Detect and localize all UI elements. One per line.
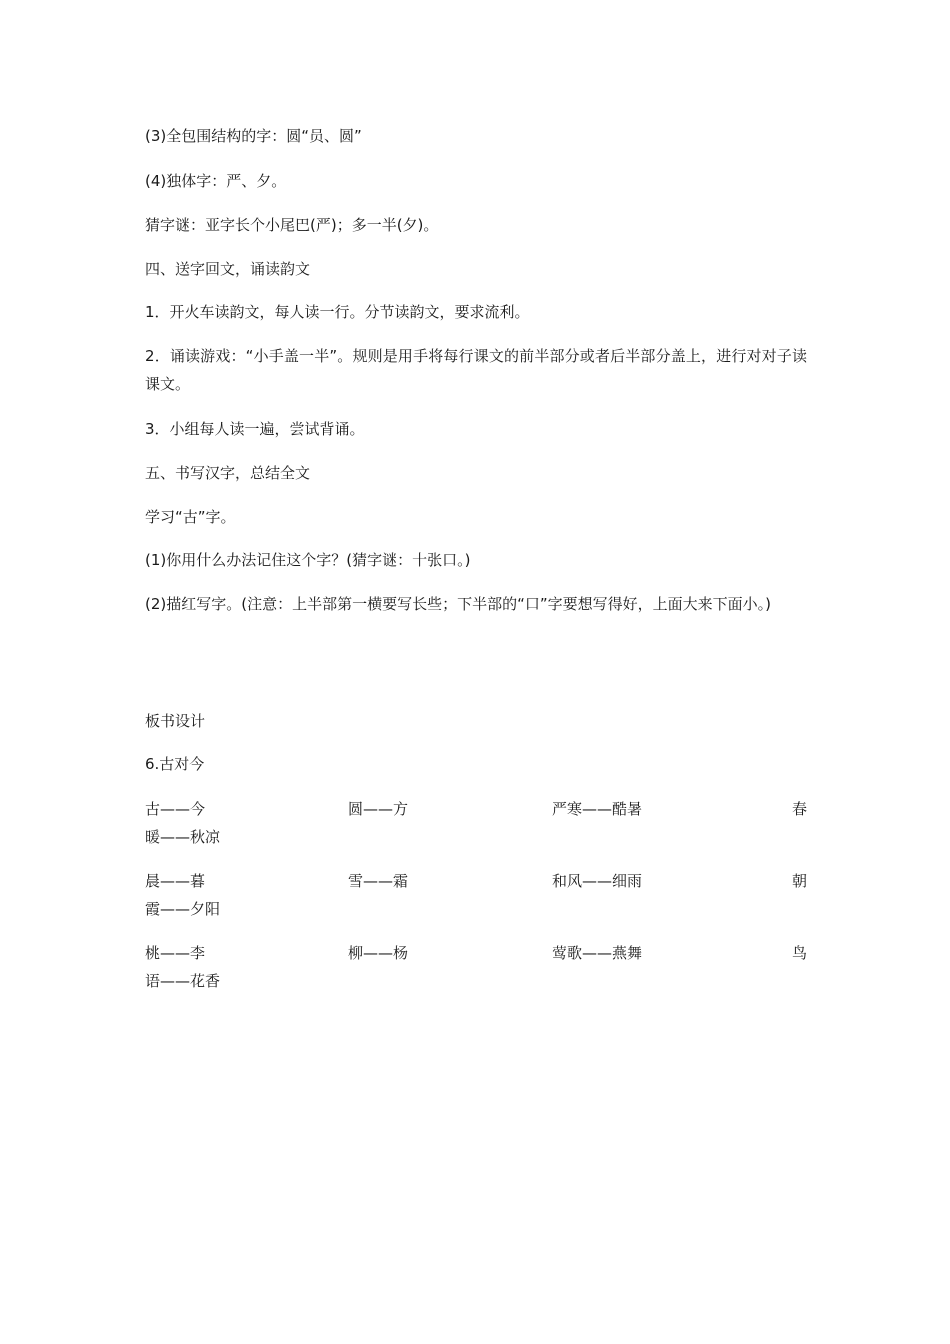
- section-heading-5: 五、书写汉字，总结全文: [145, 464, 311, 482]
- paragraph-learn-char: 学习“古”字。: [145, 508, 236, 526]
- pair-1: 晨——暮: [145, 872, 206, 890]
- pair-1: 桃——李: [145, 944, 206, 962]
- board-row: [145, 939, 807, 995]
- pair-4-end: 语——花香: [145, 972, 221, 990]
- paragraph-question-2: (2)描红写字。(注意：上半部第一横要写长些；下半部的“口”字要想写得好，上面大来下面小。): [145, 595, 771, 613]
- paragraph-enclosed-structure: (3)全包围结构的字：圆“员、圆”: [145, 127, 362, 145]
- board-row: [145, 795, 807, 851]
- pair-4-start: 鸟: [791, 944, 807, 962]
- board-design-heading: 板书设计: [145, 712, 206, 730]
- document-page: [145, 0, 807, 1344]
- pair-4-end: 霞——夕阳: [145, 900, 221, 918]
- pair-2: 雪——霜: [348, 872, 409, 890]
- pair-1: 古——今: [145, 800, 206, 818]
- board-title: 6.古对今: [145, 755, 205, 773]
- paragraph-step-3: 3．小组每人读一遍，尝试背诵。: [145, 420, 365, 438]
- pair-3: 和风——细雨: [552, 872, 643, 890]
- paragraph-step-1: 1．开火车读韵文，每人读一行。分节读韵文，要求流利。: [145, 303, 530, 321]
- board-row: [145, 867, 807, 923]
- paragraph-question-1: (1)你用什么办法记住这个字？(猜字谜：十张口。): [145, 551, 471, 569]
- section-heading-4: 四、送字回文，诵读韵文: [145, 260, 311, 278]
- paragraph-riddle: 猜字谜：亚字长个小尾巴(严)；多一半(夕)。: [145, 216, 439, 234]
- paragraph-single-body-chars: (4)独体字：严、夕。: [145, 172, 287, 190]
- pair-4-start: 春: [791, 800, 807, 818]
- pair-4-end: 暖——秋凉: [145, 828, 221, 846]
- pair-4-start: 朝: [791, 872, 807, 890]
- pair-2: 柳——杨: [348, 944, 409, 962]
- pair-3: 严寒——酷暑: [552, 800, 643, 818]
- pair-2: 圆——方: [348, 800, 409, 818]
- pair-3: 莺歌——燕舞: [552, 944, 643, 962]
- paragraph-step-2: 2．诵读游戏：“小手盖一半”。规则是用手将每行课文的前半部分或者后半部分盖上，进行对对子读课文。: [145, 347, 807, 393]
